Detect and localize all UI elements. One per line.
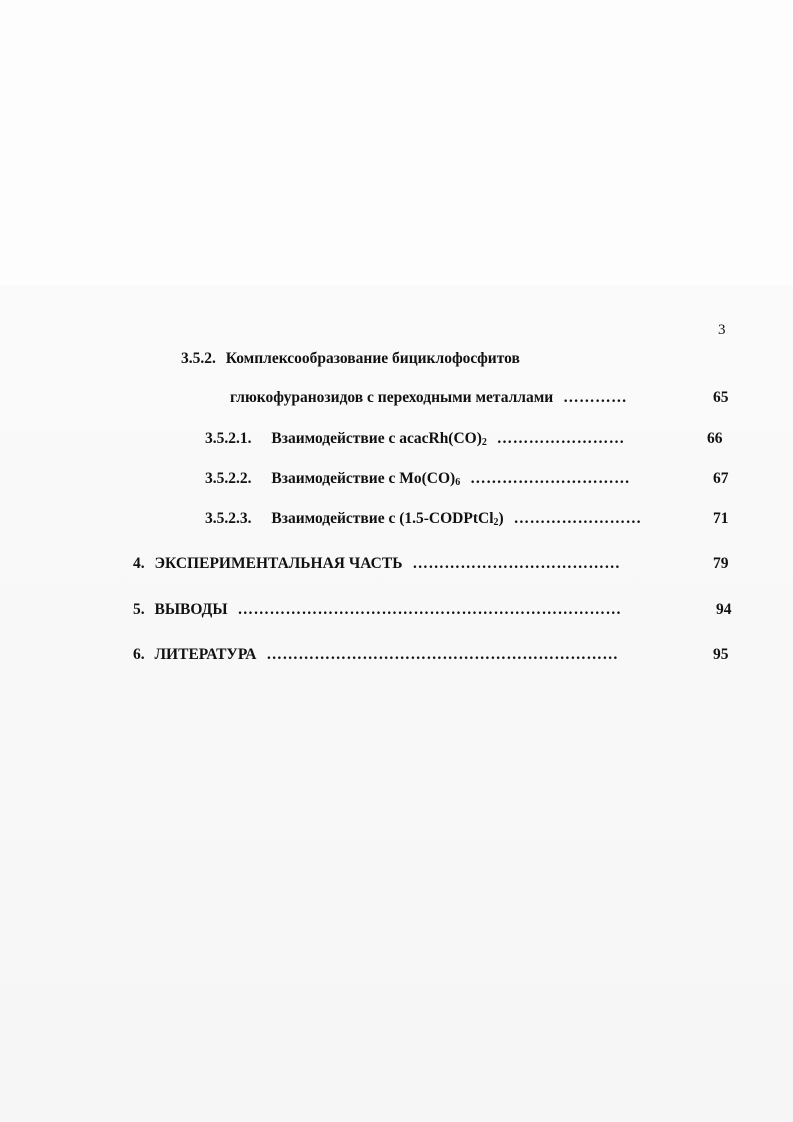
toc-entry-6 bbox=[133, 646, 618, 664]
toc-entry-4 bbox=[133, 555, 620, 573]
toc-entry-5 bbox=[133, 601, 621, 619]
toc-subscript: 2 bbox=[481, 437, 487, 448]
toc-title: ЭКСПЕРИМЕНТАЛЬНАЯ ЧАСТЬ bbox=[154, 555, 403, 572]
toc-number: 3.5.2.1. bbox=[205, 430, 252, 447]
toc-entry-3-5-2-1 bbox=[205, 430, 625, 448]
toc-leader-dots: ………………………………… bbox=[412, 555, 621, 572]
toc-page: 95 bbox=[713, 646, 729, 663]
toc-page: 67 bbox=[713, 470, 729, 487]
toc-title: ВЫВОДЫ bbox=[154, 601, 228, 618]
toc-page: 65 bbox=[713, 389, 729, 406]
toc-leader-dots: ………………………… bbox=[470, 470, 631, 487]
toc-entry-3-5-2 bbox=[181, 350, 520, 368]
toc-page: 66 bbox=[707, 430, 723, 447]
toc-leader-dots: …………………… bbox=[513, 510, 642, 527]
toc-number: 3.5.2.2. bbox=[205, 470, 252, 487]
toc-leader-dots: …………………… bbox=[496, 430, 625, 447]
toc-number: 6. bbox=[133, 646, 145, 663]
toc-number: 5. bbox=[133, 601, 145, 618]
toc-title: Взаимодействие с acacRh(CO) bbox=[271, 430, 482, 447]
toc-subscript: 2 bbox=[493, 517, 499, 528]
toc-entry-3-5-2-3 bbox=[205, 510, 642, 528]
toc-title: Взаимодействие с (1.5-CODPtCl bbox=[271, 510, 494, 527]
toc-number: 3.5.2.3. bbox=[205, 510, 252, 527]
toc-subscript: 6 bbox=[455, 477, 461, 488]
toc-page: 94 bbox=[716, 601, 732, 618]
toc-title: Взаимодействие с Mo(CO) bbox=[271, 470, 456, 487]
toc-leader-dots: ………… bbox=[563, 389, 628, 406]
page-number: 3 bbox=[718, 322, 726, 338]
toc-leader-dots: ………………………………………………………… bbox=[266, 646, 619, 663]
toc-leader-dots: ……………………………………………………………… bbox=[237, 601, 622, 618]
toc-page: 71 bbox=[713, 510, 729, 527]
toc-number: 3.5.2. bbox=[181, 350, 216, 367]
toc-title: ЛИТЕРАТУРА bbox=[154, 646, 257, 663]
toc-title-suffix: ) bbox=[498, 510, 504, 527]
toc-entry-3-5-2-continued bbox=[230, 389, 627, 407]
toc-number: 4. bbox=[133, 555, 145, 572]
toc-title: Комплексообразование бициклофосфитов bbox=[225, 350, 520, 367]
scan-background bbox=[0, 285, 793, 1122]
toc-entry-3-5-2-2 bbox=[205, 470, 630, 488]
toc-page: 79 bbox=[713, 555, 729, 572]
toc-title: глюкофуранозидов с переходными металлами bbox=[230, 389, 554, 406]
